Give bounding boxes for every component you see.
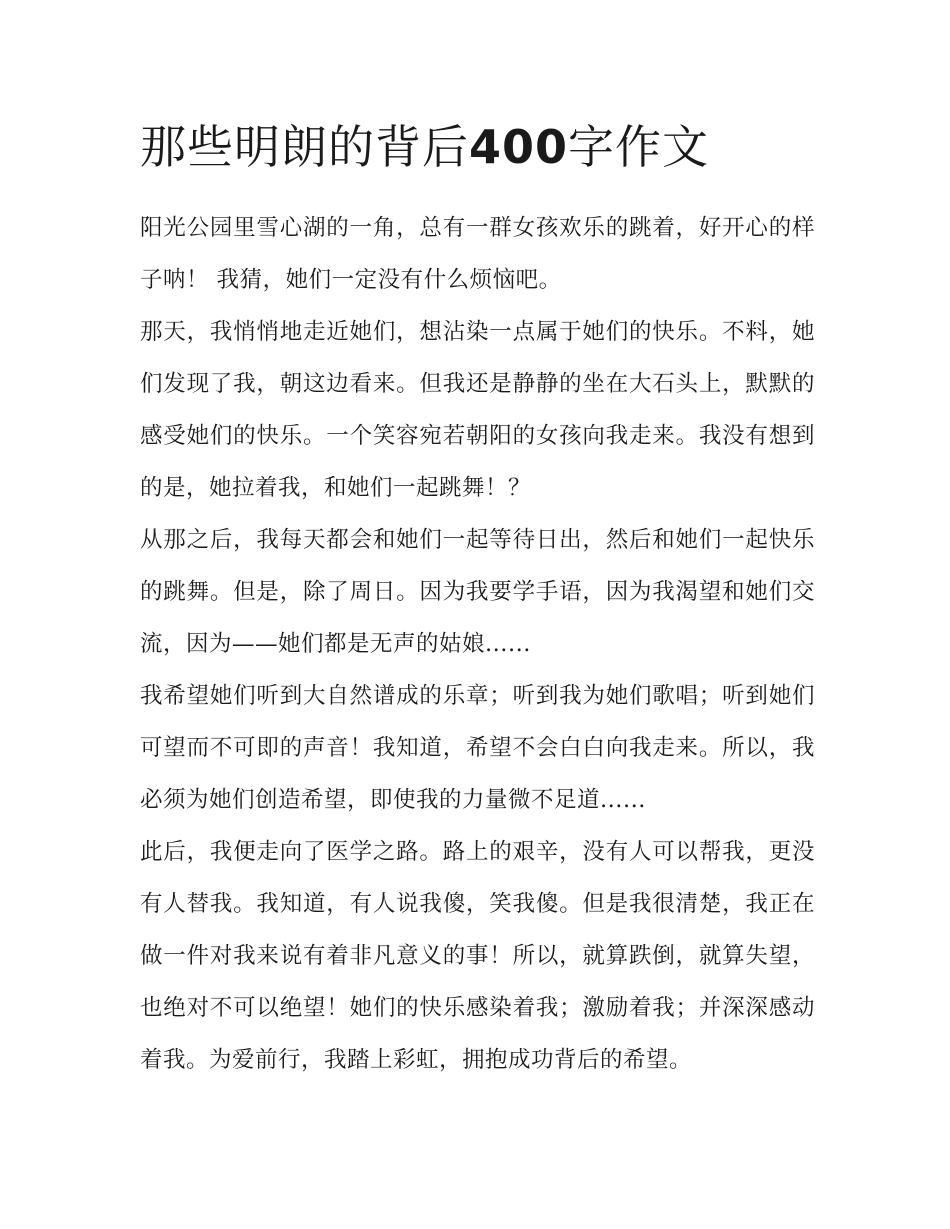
paragraph-5: 此后，我便走向了医学之路。路上的艰辛，没有人可以帮我，更没有人替我。我知道，有人说我傻，笑我傻。但是我很清楚，我正在做一件对我来说有着非凡意义的事！所以，就算跌倒，就算失望，也绝对不可以绝望！她们的快乐感染着我；激励着我；并深深感动着我。为爱前行，我踏上彩虹，拥抱成功背后的希望。 [140,839,815,1073]
paragraph-4: 我希望她们听到大自然谱成的乐章；听到我为她们歌唱；听到她们可望而不可即的声音！我知道，希望不会白白向我走来。所以，我必须为她们创造希望，即使我的力量微不足道...... [140,683,815,813]
title-suffix: 字作文 [568,120,710,174]
paragraph-2: 那天，我悄悄地走近她们，想沾染一点属于她们的快乐。不料，她们发现了我，朝这边看来。但我还是静静的坐在大石头上，默默的感受她们的快乐。一个笑容宛若朝阳的女孩向我走来。我没有想到的是，她拉着我，和她们一起跳舞！？ [140,319,815,501]
title-number: 400 [469,120,569,174]
document-page [140,112,815,1086]
document-title [140,112,815,182]
paragraph-3: 从那之后，我每天都会和她们一起等待日出，然后和她们一起快乐的跳舞。但是，除了周日。因为我要学手语，因为我渴望和她们交流，因为——她们都是无声的姑娘...... [140,527,815,657]
title-prefix: 那些明朗的背后 [140,120,469,174]
paragraph-1: 阳光公园里雪心湖的一角，总有一群女孩欢乐的跳着，好开心的样子呐！ 我猜，她们一定没有什么烦恼吧。 [140,215,815,293]
